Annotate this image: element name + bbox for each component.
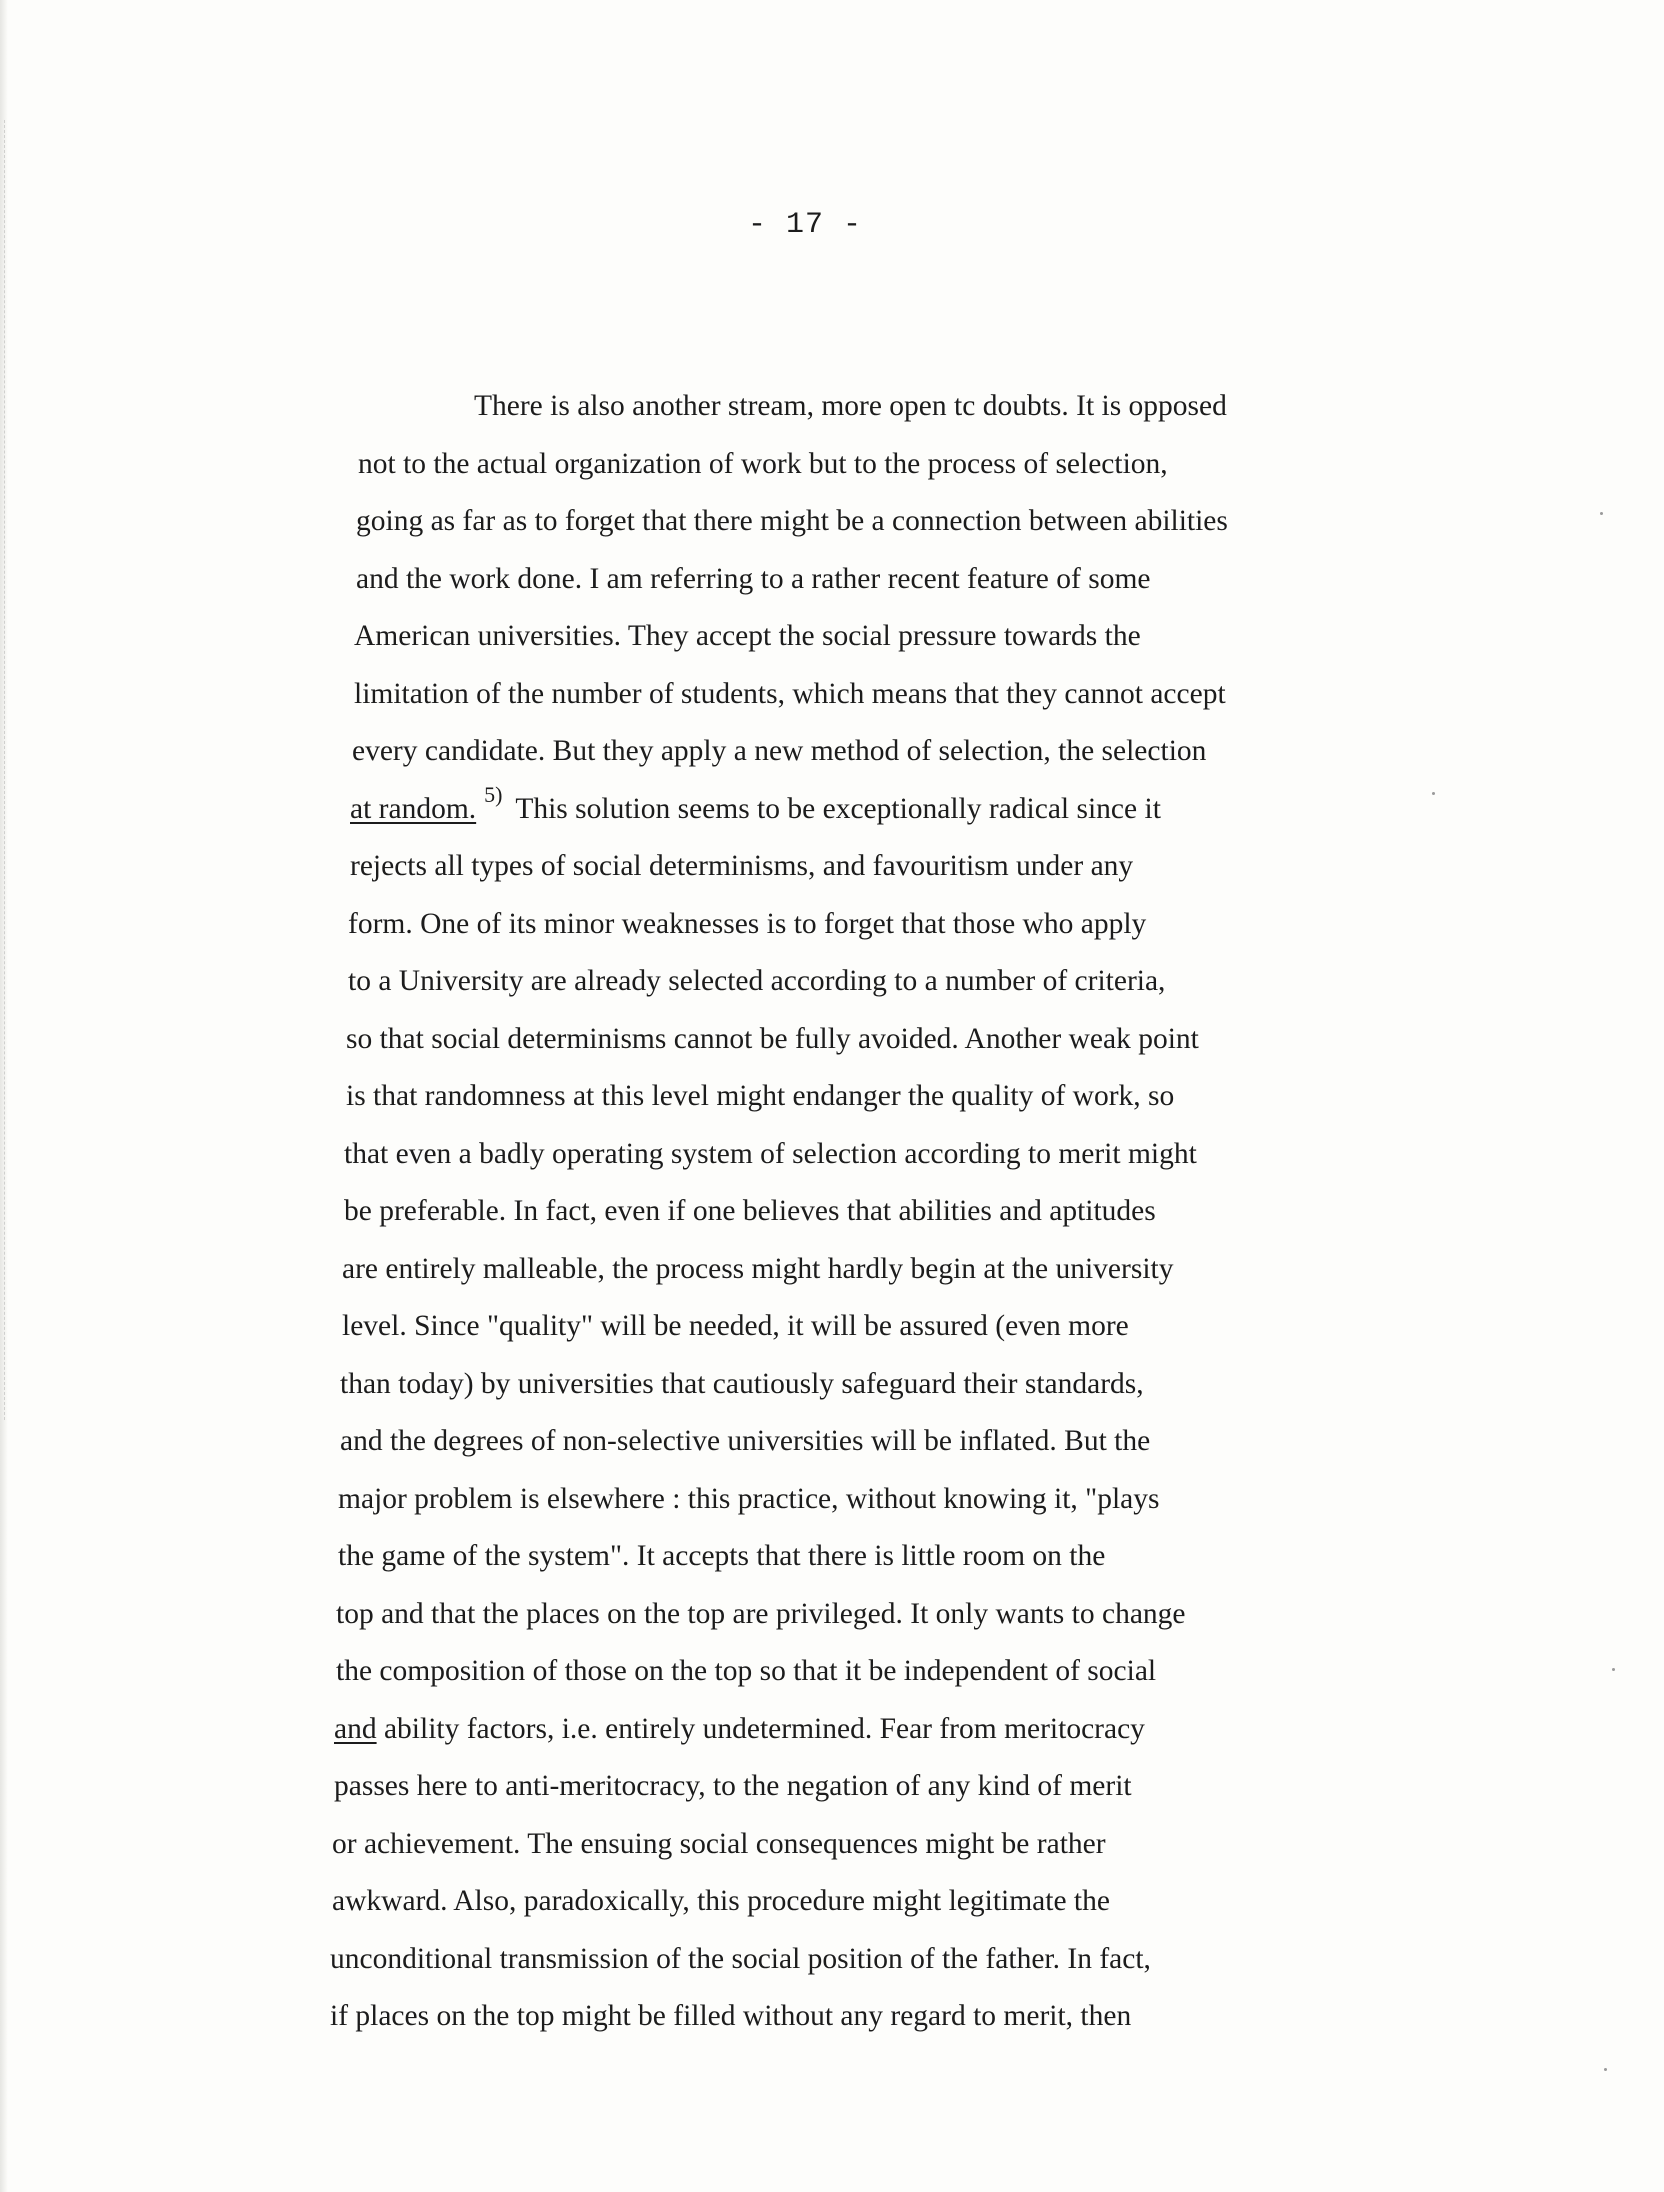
text-line: limitation of the number of students, which means that they cannot accept: [354, 677, 1226, 710]
text-line: There is also another stream, more open tc doubts. It is opposed: [474, 390, 1227, 422]
line-continuation: ability factors, i.e. entirely undetermined. Fear from meritocracy: [376, 1712, 1145, 1745]
text-line: the composition of those on the top so that it be independent of social: [336, 1655, 1157, 1687]
line-continuation: This solution seems to be exceptionally radical since it: [508, 792, 1161, 825]
text-line: American universities. They accept the social pressure towards the: [354, 620, 1141, 652]
text-line: so that social determinisms cannot be fully avoided. Another weak point: [346, 1022, 1199, 1055]
text-line: level. Since "quality" will be needed, it will be assured (even more: [342, 1310, 1129, 1342]
underlined-word: and: [334, 1712, 377, 1745]
text-line: are entirely malleable, the process might hardly begin at the university: [342, 1252, 1174, 1285]
text-line: major problem is elsewhere : this practice, without knowing it, "plays: [338, 1482, 1160, 1515]
text-line-underlined: [330, 1701, 1490, 1759]
scan-edge-marks: [4, 120, 7, 1420]
text-line-footnote: [330, 781, 1490, 839]
text-line: be preferable. In fact, even if one believes that abilities and aptitudes: [344, 1195, 1156, 1227]
text-line: if places on the top might be filled without any regard to merit, then: [330, 2000, 1132, 2032]
scan-speck: [1432, 792, 1435, 795]
text-line: every candidate. But they apply a new method of selection, the selection: [352, 735, 1207, 767]
text-line: form. One of its minor weaknesses is to forget that those who apply: [348, 907, 1147, 940]
text-line: the game of the system". It accepts that there is little room on the: [338, 1540, 1106, 1572]
text-line: that even a badly operating system of selection according to merit might: [344, 1137, 1197, 1170]
text-line: unconditional transmission of the social position of the father. In fact,: [330, 1942, 1151, 1975]
footnote-marker: 5): [484, 781, 503, 807]
text-line: rejects all types of social determinisms, and favouritism under any: [350, 850, 1134, 882]
scan-speck: [1604, 2068, 1607, 2071]
text-line: to a University are already selected according to a number of criteria,: [348, 965, 1166, 997]
underlined-phrase: at random.: [350, 792, 477, 825]
text-line: or achievement. The ensuing social consequences might be rather: [332, 1827, 1106, 1860]
page-number: - 17 -: [747, 208, 863, 242]
text-line: awkward. Also, paradoxically, this procedure might legitimate the: [332, 1885, 1110, 1917]
text-line: is that randomness at this level might endanger the quality of work, so: [346, 1080, 1175, 1112]
text-line: and the degrees of non-selective universities will be inflated. But the: [340, 1425, 1151, 1457]
text-line: going as far as to forget that there might be a connection between abilities: [356, 505, 1228, 537]
text-line: top and that the places on the top are privileged. It only wants to change: [336, 1597, 1186, 1630]
scan-speck: [1612, 1668, 1615, 1671]
body-paragraph: [330, 378, 1490, 2046]
text-line: and the work done. I am referring to a rather recent feature of some: [356, 562, 1151, 595]
text-line: not to the actual organization of work but to the process of selection,: [358, 447, 1168, 480]
scan-speck: [1600, 512, 1603, 515]
text-line: passes here to anti-meritocracy, to the negation of any kind of merit: [334, 1770, 1132, 1802]
text-line: than today) by universities that cautiously safeguard their standards,: [340, 1367, 1144, 1400]
